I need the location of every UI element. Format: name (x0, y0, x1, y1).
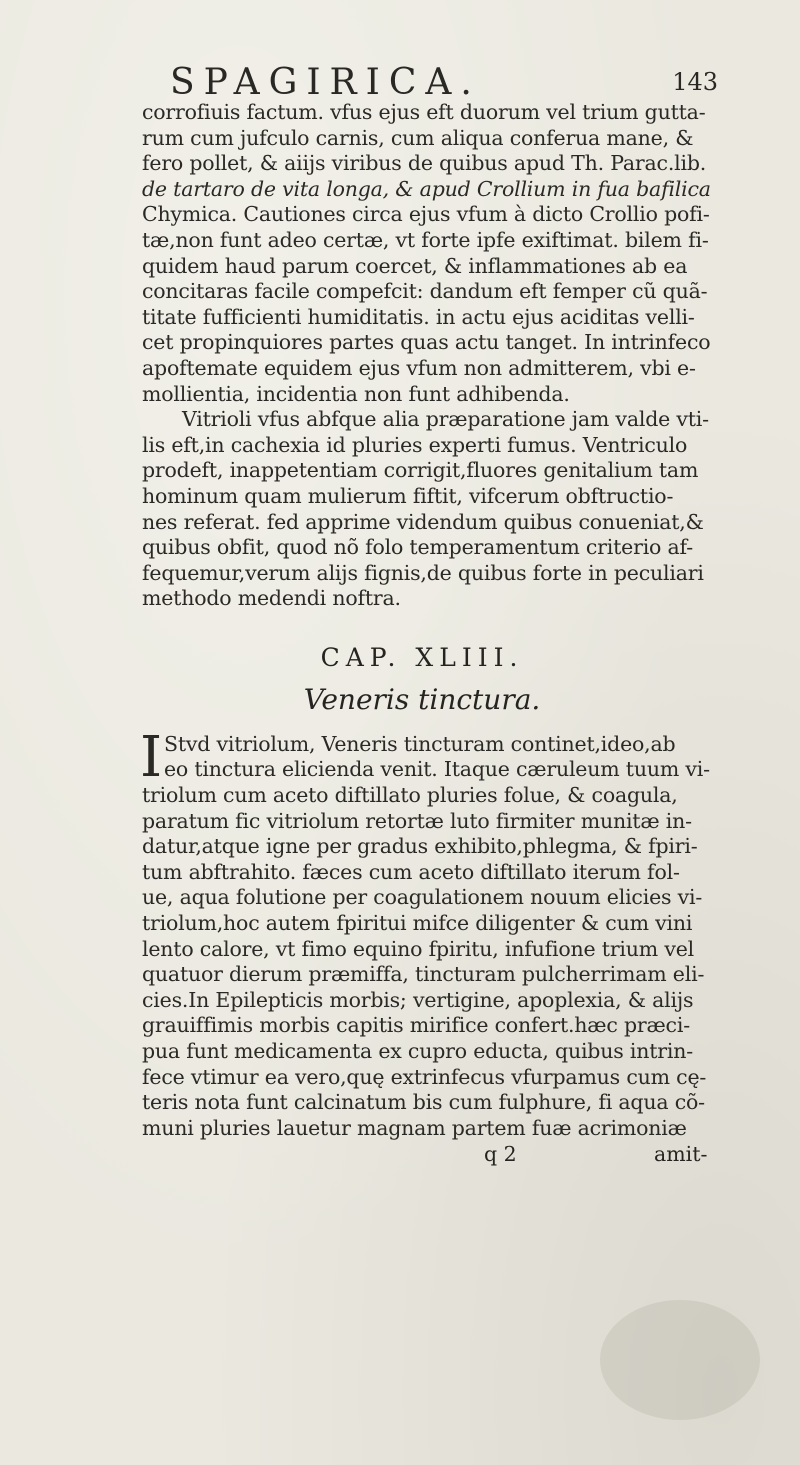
signature-mark: q 2 (484, 1142, 517, 1167)
text-line: quibus obfit, quod nõ folo temperamentum criterio af- (142, 535, 693, 560)
text-line: corrofiuis factum. vfus ejus eft duorum vel trium gutta- (142, 100, 706, 124)
text-line: Chymica. Cautiones circa ejus vfum à dicto Crollio pofi- (142, 202, 710, 227)
text-line: methodo medendi noftra. (142, 586, 401, 611)
text-line: lento calore, vt fimo equino fpiritu, infufione trium vel (142, 936, 695, 961)
text-line: tum abftrahito. fæces cum aceto diftillato iterum fol- (142, 859, 680, 884)
text-line: Stvd vitriolum, Veneris tincturam continet,ideo,ab (164, 731, 676, 756)
page-number: 143 (672, 68, 718, 96)
text-line: hominum quam mulierum fiftit, vifcerum obftructio- (142, 483, 674, 508)
text-line: nes referat. fed apprime videndum quibus conueniat,& (142, 509, 704, 534)
paper-stain (600, 1300, 760, 1420)
text-line: rum cum jufculo carnis, cum aliqua conferua mane, & (142, 125, 694, 150)
text-line: cet propinquiores partes quas actu tanget. In intrinfeco (142, 330, 711, 355)
text-line: triolum,hoc autem fpiritui mifce diligenter & cum vini (142, 911, 693, 936)
text-line: Vitrioli vfus abfque alia præparatione jam valde vti- (182, 407, 709, 432)
text-line: tæ,non funt adeo certæ, vt forte ipfe exiftimat. bilem fi- (142, 227, 709, 252)
text-line: teris nota funt calcinatum bis cum fulphure, fi aqua cõ- (142, 1090, 705, 1115)
text-line: pua funt medicamenta ex cupro educta, quibus intrin- (142, 1039, 693, 1063)
text-line: fequemur,verum alijs fignis,de quibus forte in peculiari (142, 560, 704, 585)
text-line: de tartaro de vita longa, & apud Crollium in fua bafilica (142, 176, 711, 201)
text-line: muni pluries lauetur magnam partem fuæ acrimoniæ (142, 1115, 687, 1140)
text-line: mollientia, incidentia non funt adhibenda. (142, 381, 570, 406)
text-line: titate fufficienti humiditatis. in actu ejus aciditas velli- (142, 304, 695, 329)
drop-cap: I (140, 724, 162, 790)
text-line: lis eft,in cachexia id pluries experti fumus. Ventriculo (142, 432, 688, 457)
running-title: SPAGIRICA. (170, 62, 481, 103)
paragraph-2 (142, 407, 742, 612)
text-line: ue, aqua folutione per coagulationem nouum elicies vi- (142, 885, 703, 910)
text-line: quatuor dierum præmiffa, tincturam pulcherrimam eli- (142, 962, 705, 987)
text-block (142, 100, 742, 1167)
text-line: triolum cum aceto diftillato pluries folue, & coagula, (142, 783, 678, 808)
text-line: fero pollet, & aiijs viribus de quibus apud Th. Parac.lib. (142, 151, 707, 176)
text-line: datur,atque igne per gradus exhibito,phlegma, & fpiri- (142, 834, 698, 859)
chapter-heading: CAP. XLIII. (320, 642, 524, 672)
text-line: concitaras facile compefcit: dandum eft femper cũ quã- (142, 279, 708, 304)
text-line: cies.In Epilepticis morbis; vertigine, apoplexia, & alijs (142, 987, 694, 1012)
text-line: apoftemate equidem ejus vfum non admitterem, vbi e- (142, 355, 696, 380)
text-line: quidem haud parum coercet, & inflammationes ab ea (142, 253, 688, 278)
footer-line (142, 1141, 742, 1167)
text-line: prodeft, inappetentiam corrigit,fluores genitalium tam (142, 458, 699, 483)
catchword: amit- (654, 1142, 708, 1167)
text-line: eo tinctura elicienda venit. Itaque cæruleum tuum vi- (164, 757, 710, 782)
text-line: grauiffimis morbis capitis mirifice confert.hæc præci- (142, 1013, 690, 1038)
text-line: paratum fic vitriolum retortæ luto firmiter munitæ in- (142, 808, 692, 833)
text-line: fece vtimur ea vero,quę extrinfecus vfurpamus cum cę- (142, 1064, 707, 1089)
paragraph-3 (140, 724, 742, 1142)
paragraph-1 (142, 100, 742, 407)
chapter-title: Veneris tinctura. (303, 682, 541, 716)
running-head (170, 62, 730, 102)
